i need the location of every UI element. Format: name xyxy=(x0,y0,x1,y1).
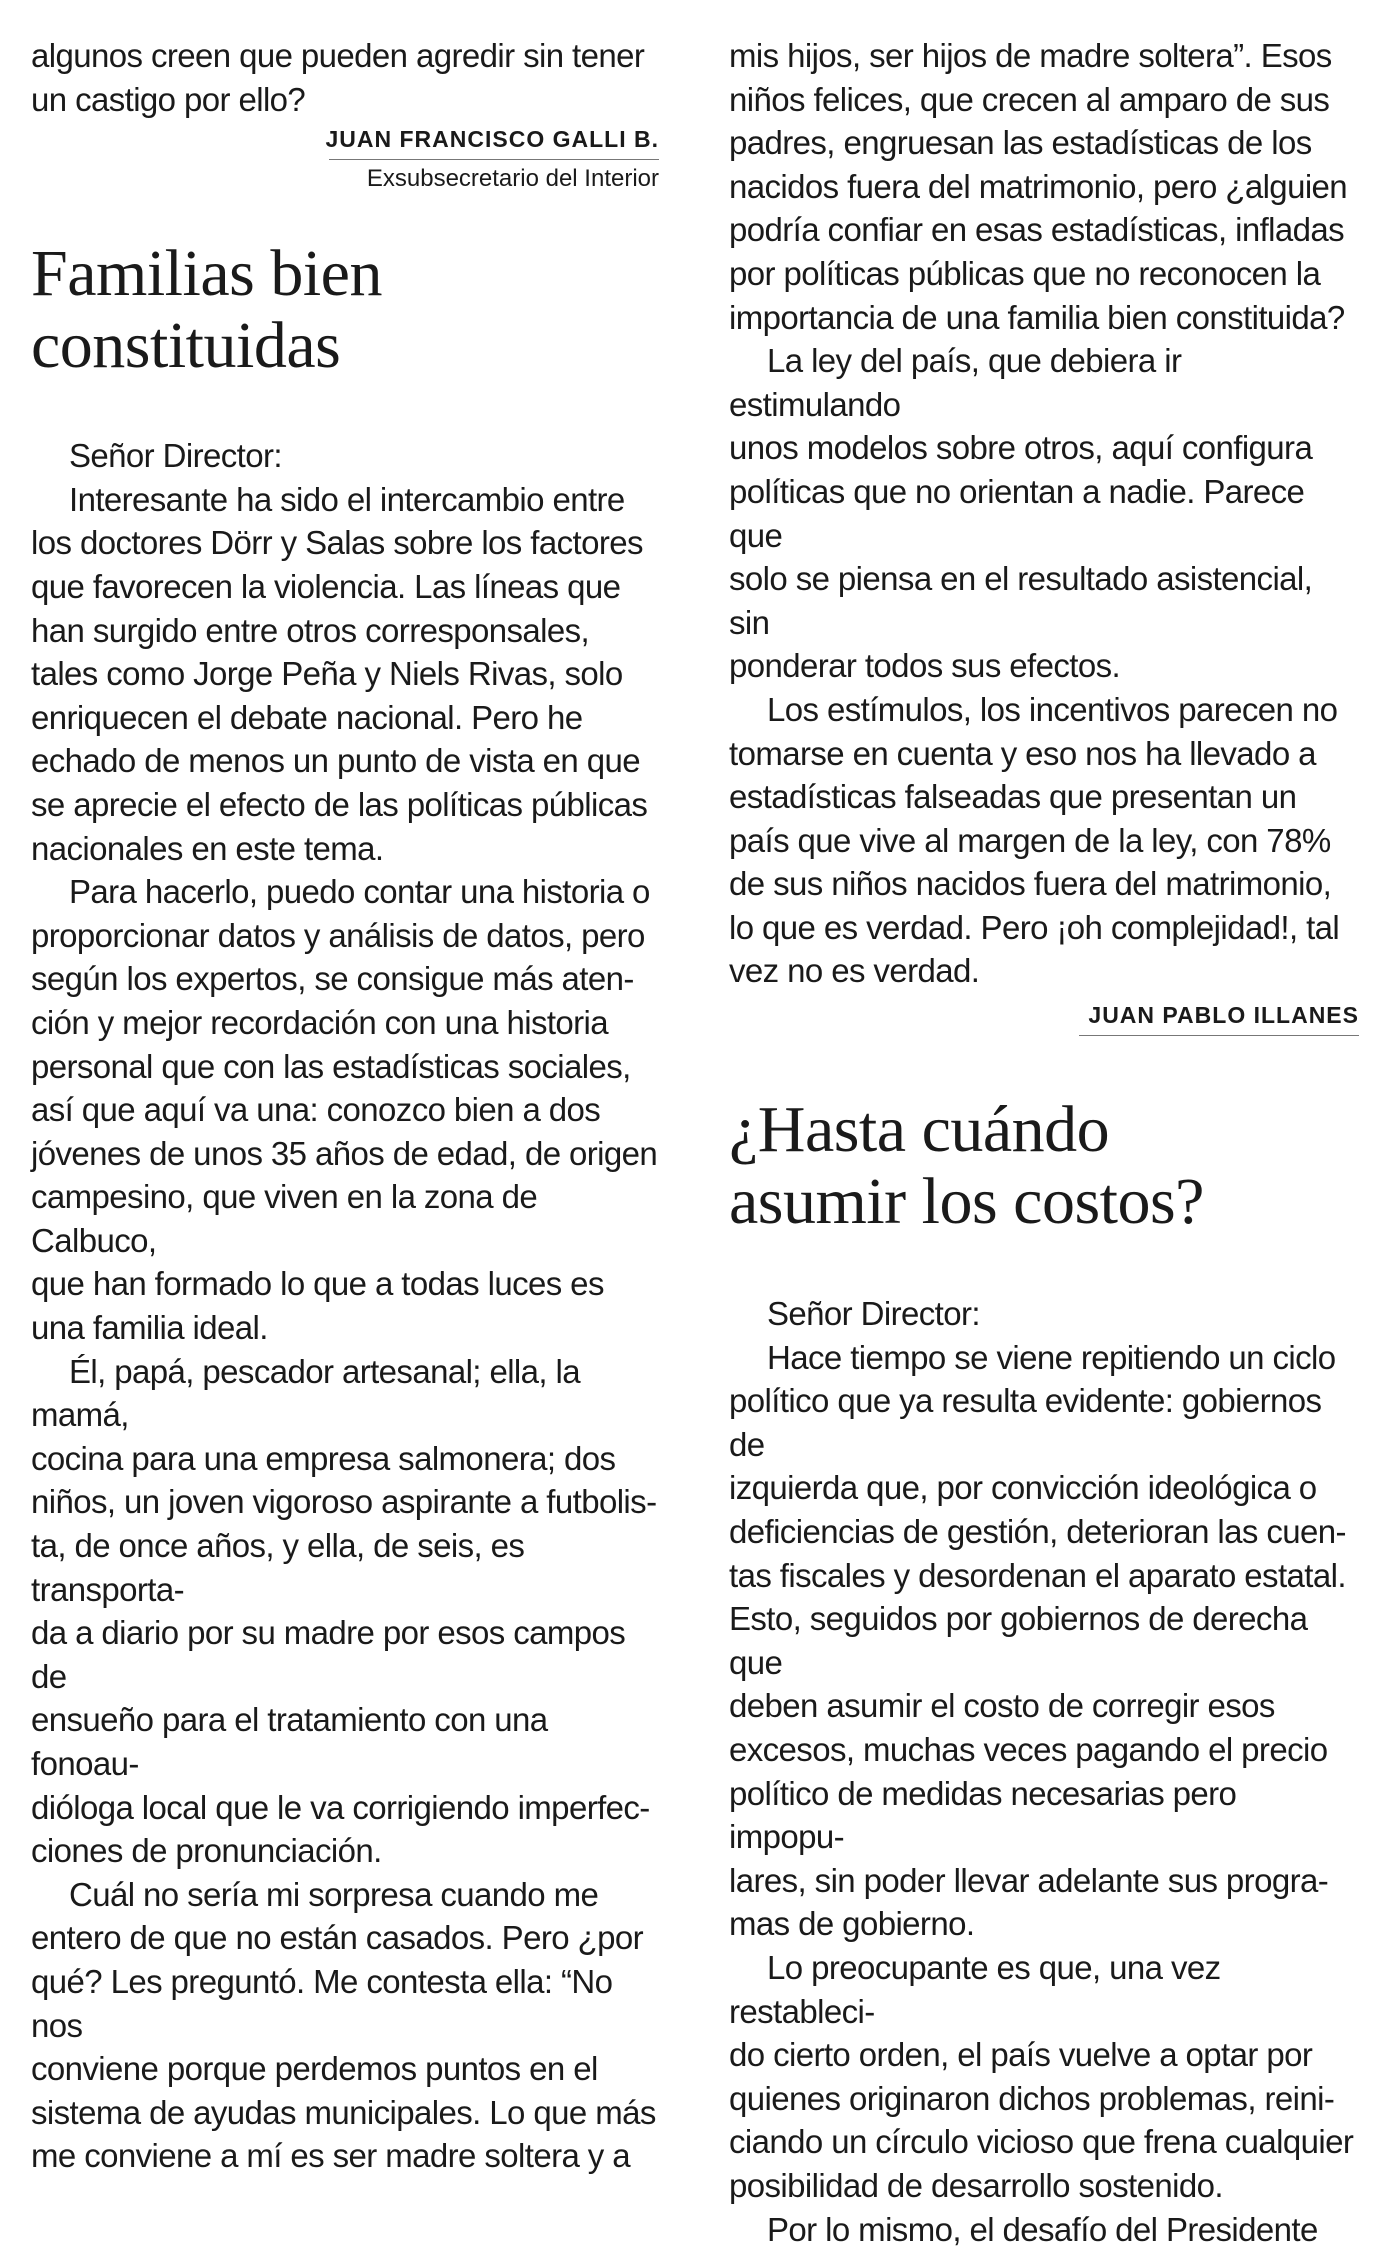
text-line: por políticas públicas que no reconocen la xyxy=(729,254,1321,292)
signature-divider xyxy=(1079,1035,1359,1036)
text-line: políticas que no orientan a nadie. Parece que xyxy=(729,472,1305,554)
text-line: sistema de ayudas municipales. Lo que más xyxy=(31,2093,656,2131)
text-line: ensueño para el tratamiento con una fonoau- xyxy=(31,1701,548,1782)
text-line: niños, un joven vigoroso aspirante a futbolis- xyxy=(31,1483,657,1521)
letter-body-continued xyxy=(729,34,1359,993)
text-line: ciando un círculo vicioso que frena cualquier xyxy=(729,2123,1354,2161)
text-line: podría confiar en esas estadísticas, infladas xyxy=(729,211,1345,249)
paragraph xyxy=(31,870,659,1350)
text-line: jóvenes de unos 35 años de edad, de origen xyxy=(31,1134,658,1172)
text-line: qué? Les preguntó. Me contesta ella: “No nos xyxy=(31,1962,613,2044)
author-role: Exsubsecretario del Interior xyxy=(366,165,659,193)
text-line: me conviene a mí es ser madre soltera y a xyxy=(31,2137,631,2175)
text-line: se aprecie el efecto de las políticas públicas xyxy=(31,785,648,823)
text-line: campesino, que viven en la zona de Calbuco, xyxy=(31,1178,538,1259)
text-line: tales como Jorge Peña y Niels Rivas, solo xyxy=(31,655,623,693)
text-line: estadísticas falseadas que presentan un xyxy=(729,778,1297,816)
text-line: solo se piensa en el resultado asistencial, sin xyxy=(729,560,1313,641)
paragraph xyxy=(31,1873,659,2178)
text-line: según los expertos, se consigue más aten- xyxy=(31,960,634,998)
previous-letter-ending xyxy=(31,34,659,121)
paragraph xyxy=(31,1350,659,1873)
text-line: personal que con las estadísticas sociales, xyxy=(31,1047,631,1085)
text-line: han surgido entre otros corresponsales, xyxy=(31,611,590,649)
text-line: posibilidad de desarrollo sostenido. xyxy=(729,2166,1223,2204)
text-line: vez no es verdad. xyxy=(729,952,980,990)
text-line: Para hacerlo, puedo contar una historia o xyxy=(69,873,650,911)
headline-line: constituidas xyxy=(31,309,341,383)
author-name: JUAN PABLO ILLANES xyxy=(1088,1002,1359,1029)
article-headline xyxy=(729,1094,1359,1238)
text-line: entero de que no están casados. Pero ¿por xyxy=(31,1919,643,1957)
text-line: una familia ideal. xyxy=(31,1309,268,1347)
text-line: lo que es verdad. Pero ¡oh complejidad!, tal xyxy=(729,908,1340,946)
text-line: un castigo por ello? xyxy=(31,80,306,118)
text-line: ponderar todos sus efectos. xyxy=(729,647,1121,685)
text-line: quienes originaron dichos problemas, reini- xyxy=(729,2079,1335,2117)
text-line: excesos, muchas veces pagando el precio xyxy=(729,1731,1328,1768)
text-line: do cierto orden, el país vuelve a optar por xyxy=(729,2036,1313,2074)
text-line: Esto, seguidos por gobiernos de derecha que xyxy=(729,1600,1308,1681)
text-line: cocina para una empresa salmonera; dos xyxy=(31,1439,616,1477)
text-line: Por lo mismo, el desafío del Presidente xyxy=(767,2210,1318,2248)
text-line: mas de gobierno. xyxy=(729,1905,975,1943)
text-line: dióloga local que le va corrigiendo imperfec- xyxy=(31,1788,650,1826)
letter-body xyxy=(729,1292,1359,2251)
headline-line: ¿Hasta cuándo xyxy=(729,1093,1110,1167)
text-line: Los estímulos, los incentivos parecen no xyxy=(767,690,1338,728)
text-line: tas fiscales y desordenan el aparato estatal. xyxy=(729,1556,1346,1594)
author-name: JUAN FRANCISCO GALLI B. xyxy=(325,126,659,153)
headline-line: asumir los costos? xyxy=(729,1165,1204,1239)
text-line: niños felices, que crecen al amparo de sus xyxy=(729,80,1330,118)
text-line: da a diario por su madre por esos campos de xyxy=(31,1614,626,1695)
text-line: Interesante ha sido el intercambio entre xyxy=(69,480,625,518)
text-line: Hace tiempo se viene repitiendo un ciclo xyxy=(767,1338,1336,1376)
paragraph xyxy=(729,2208,1359,2251)
text-line: así que aquí va una: conozco bien a dos xyxy=(31,1091,601,1129)
paragraph xyxy=(729,34,1359,339)
text-line: padres, engruesan las estadísticas de los xyxy=(729,124,1312,162)
text-line: lares, sin poder llevar adelante sus progra- xyxy=(729,1861,1329,1899)
right-column xyxy=(729,34,1359,2251)
text-line: deficiencias de gestión, deterioran las cuen- xyxy=(729,1513,1346,1551)
paragraph xyxy=(729,1946,1359,2208)
text-line: que favorecen la violencia. Las líneas que xyxy=(31,567,621,605)
text-line: los doctores Dörr y Salas sobre los factores xyxy=(31,524,643,562)
text-line: nacidos fuera del matrimonio, pero ¿alguien xyxy=(729,167,1348,205)
text-line: ción y mejor recordación con una historia xyxy=(31,1003,609,1041)
text-line: Él, papá, pescador artesanal; ella, la mamá, xyxy=(31,1352,581,1434)
text-line: La ley del país, que debiera ir estimulando xyxy=(729,342,1182,423)
text-line: ciones de pronunciación. xyxy=(31,1832,382,1870)
text-line: importancia de una familia bien constituida? xyxy=(729,298,1345,336)
text-line: Lo preocupante es que, una vez restableci- xyxy=(729,1948,1221,2030)
text-line: conviene porque perdemos puntos en el xyxy=(31,2050,598,2088)
paragraph xyxy=(729,1336,1359,1946)
text-line: unos modelos sobre otros, aquí configura xyxy=(729,429,1313,467)
text-line: país que vive al margen de la ley, con 78% xyxy=(729,821,1331,859)
salutation: Señor Director: xyxy=(767,1295,980,1333)
headline-line: Familias bien xyxy=(31,237,382,311)
text-line: algunos creen que pueden agredir sin tener xyxy=(31,37,645,74)
text-line: tomarse en cuenta y eso nos ha llevado a xyxy=(729,734,1316,772)
left-column xyxy=(31,34,659,2178)
text-line: echado de menos un punto de vista en que xyxy=(31,742,640,780)
paragraph xyxy=(729,339,1359,688)
text-line: proporcionar datos y análisis de datos, pero xyxy=(31,916,645,954)
paragraph xyxy=(729,688,1359,993)
text-line: de sus niños nacidos fuera del matrimonio, xyxy=(729,865,1332,903)
text-line: mis hijos, ser hijos de madre soltera”. Esos xyxy=(729,37,1332,74)
text-line: enriquecen el debate nacional. Pero he xyxy=(31,698,583,736)
text-line: izquierda que, por convicción ideológica o xyxy=(729,1469,1317,1507)
article-headline xyxy=(31,238,659,382)
signature-block xyxy=(31,119,659,198)
signature-block xyxy=(729,995,1359,1036)
text-line: que han formado lo que a todas luces es xyxy=(31,1265,604,1303)
text-line: ta, de once años, y ella, de seis, es transporta- xyxy=(31,1527,525,1608)
salutation: Señor Director: xyxy=(69,437,282,475)
text-line: político que ya resulta evidente: gobiernos de xyxy=(729,1382,1322,1463)
paragraph xyxy=(31,478,659,870)
text-line: político de medidas necesarias pero impopu- xyxy=(729,1774,1237,1856)
text-line: nacionales en este tema. xyxy=(31,829,384,867)
text-line: deben asumir el costo de corregir esos xyxy=(729,1687,1275,1725)
letter-body xyxy=(31,434,659,2178)
text-line: Cuál no sería mi sorpresa cuando me xyxy=(69,1875,599,1913)
